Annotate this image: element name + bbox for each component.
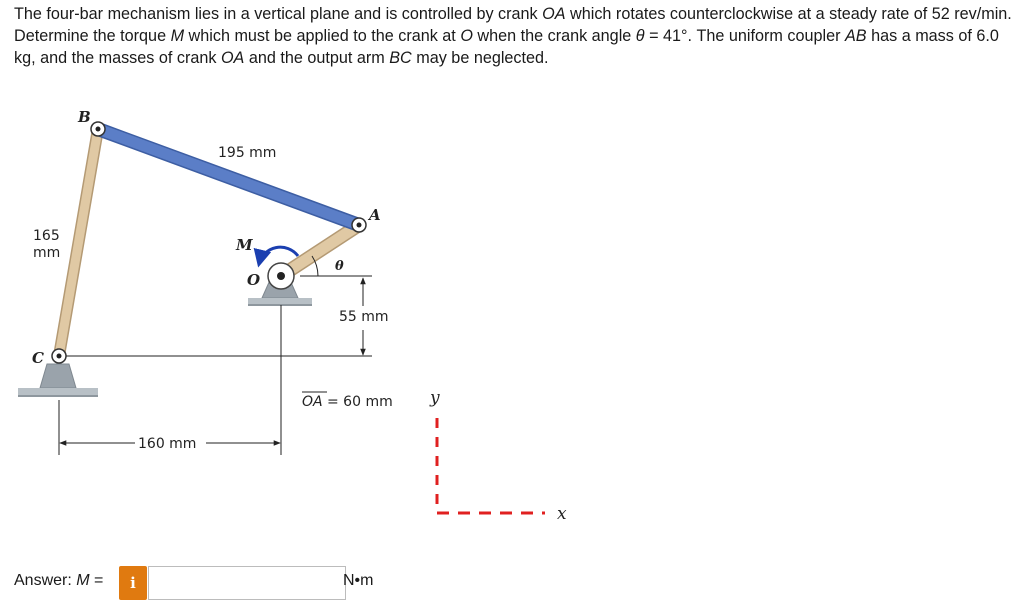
label-dim-55mm: 55 mm	[339, 309, 389, 325]
label-dim-165-unit: mm	[33, 245, 61, 261]
label-axis-y: y	[430, 388, 440, 408]
label-oa-length	[302, 392, 393, 410]
label-point-o: O	[247, 271, 261, 289]
label-dim-195mm: 195 mm	[218, 145, 277, 161]
label-torque-m: M	[236, 236, 253, 254]
label-axis-x: x	[557, 504, 567, 524]
label-dim-160mm: 160 mm	[138, 436, 197, 452]
label-dim-165: 165	[33, 228, 60, 244]
problem-statement: The four-bar mechanism lies in a vertical plane and is controlled by crank OA which rotates counterclockwise at a steady rate of 52 rev/min. Determine the torque M which must be applied to the crank at O when the crank angle θ = 41°. The uniform coupler AB has a mass of 6.0 kg, and the masses of crank OA and the output arm BC may be neglected.	[14, 5, 1012, 67]
oa-symbol: OA	[302, 394, 323, 410]
answer-unit: N•m	[343, 572, 374, 589]
label-point-a: A	[369, 206, 381, 224]
oa-value: = 60 mm	[327, 394, 393, 410]
coordinate-axes	[429, 388, 567, 524]
pin-c	[52, 349, 66, 363]
label-point-c: C	[32, 349, 44, 367]
pin-a	[352, 218, 366, 232]
pin-o	[268, 263, 294, 289]
info-icon[interactable]: i	[119, 566, 147, 600]
label-angle-theta: θ	[335, 259, 344, 274]
answer-input[interactable]	[148, 566, 346, 600]
answer-label: Answer: M =	[14, 572, 104, 589]
ground-support-c	[18, 364, 98, 396]
pin-b	[91, 122, 105, 136]
label-point-b: B	[78, 108, 91, 126]
